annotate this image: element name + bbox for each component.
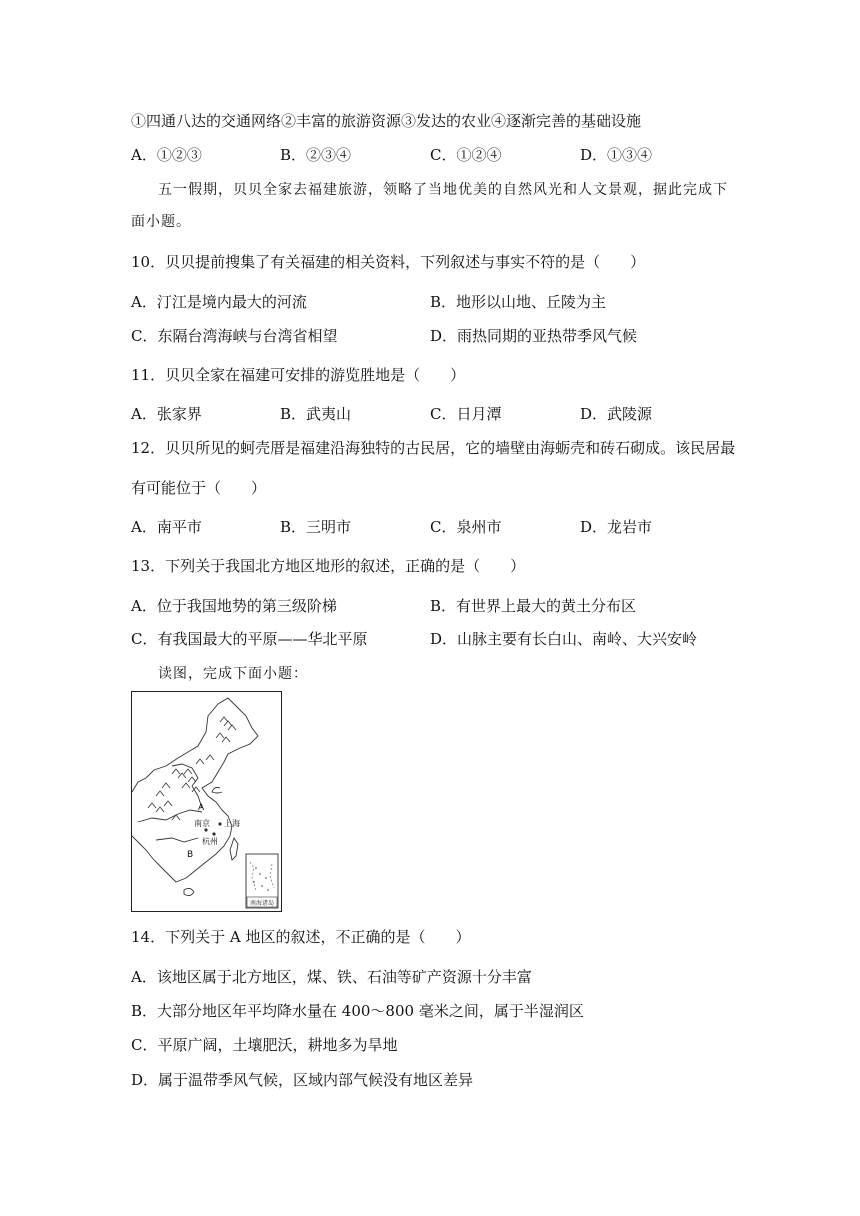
q13-stem: 13．下列关于我国北方地区地形的叙述，正确的是（ ） <box>131 557 526 575</box>
q9-option-d: D．①③④ <box>580 146 653 164</box>
q12-option-b: B．三明市 <box>280 518 352 536</box>
q11-option-b: B．武夷山 <box>280 405 352 423</box>
q13-option-a: A．位于我国地势的第三级阶梯 <box>131 597 337 615</box>
q10-option-a: A．汀江是境内最大的河流 <box>131 293 307 311</box>
shanghai-marker <box>218 822 221 825</box>
q11-option-d: D．武陵源 <box>580 405 653 423</box>
q14-option-c: C．平原广阔，土壤肥沃，耕地多为旱地 <box>131 1036 398 1054</box>
q13-option-b: B．有世界上最大的黄土分布区 <box>430 597 637 615</box>
intro-fujian-line-2: 面小题。 <box>131 214 191 230</box>
q9-option-a: A．①②③ <box>131 146 202 164</box>
q10-option-c: C．东隔台湾海峡与台湾省相望 <box>131 327 338 345</box>
q10-option-d: D．雨热同期的亚热带季风气候 <box>430 327 638 345</box>
region-b-label: B <box>187 850 194 860</box>
region-a-label: A <box>198 803 205 813</box>
city-shanghai-label: 上海 <box>224 819 240 828</box>
q9-option-b: B．②③④ <box>280 146 352 164</box>
q11-stem: 11．贝贝全家在福建可安排的游览胜地是（ ） <box>131 366 466 384</box>
nanjing-marker <box>204 828 207 831</box>
q13-option-c: C．有我国最大的平原——华北平原 <box>131 630 368 648</box>
intro-map: 读图，完成下面小题： <box>158 666 308 682</box>
q12-stem-line-1: 12．贝贝所见的蚵壳厝是福建沿海独特的古民居，它的墙壁由海蛎壳和砖石砌成。该民居最 <box>131 439 736 457</box>
q12-option-a: A．南平市 <box>131 518 202 536</box>
city-nanjing-label: 南京 <box>194 819 210 828</box>
q12-stem-line-2: 有可能位于（ ） <box>131 479 267 497</box>
q14-option-b: B．大部分地区年平均降水量在 400～800 毫米之间，属于半湿润区 <box>131 1002 584 1020</box>
q14-stem: 14．下列关于 A 地区的叙述，不正确的是（ ） <box>131 928 471 946</box>
china-map <box>131 691 282 912</box>
q12-option-c: C．泉州市 <box>430 518 502 536</box>
city-hangzhou-label: 杭州 <box>202 837 218 846</box>
top-line: ①四通八达的交通网络②丰富的旅游资源③发达的农业④逐渐完善的基础设施 <box>131 112 642 130</box>
intro-fujian-line-1: 五一假期，贝贝全家去福建旅游，领略了当地优美的自然风光和人文景观，据此完成下 <box>158 182 728 198</box>
q11-option-c: C．日月潭 <box>430 405 502 423</box>
hangzhou-marker <box>212 832 215 835</box>
q14-option-d: D．属于温带季风气候，区域内部气候没有地区差异 <box>131 1071 474 1089</box>
q10-stem: 10．贝贝提前搜集了有关福建的相关资料，下列叙述与事实不符的是（ ） <box>131 253 646 271</box>
q11-option-a: A．张家界 <box>131 405 202 423</box>
china-map-drawing <box>132 692 281 911</box>
q13-option-d: D．山脉主要有长白山、南岭、大兴安岭 <box>430 630 698 648</box>
inset-caption: 南海诸岛 <box>249 900 275 907</box>
q14-option-a: A．该地区属于北方地区，煤、铁、石油等矿产资源十分丰富 <box>131 968 532 986</box>
q9-option-c: C．①②④ <box>430 146 502 164</box>
q10-option-b: B．地形以山地、丘陵为主 <box>430 293 607 311</box>
q12-option-d: D．龙岩市 <box>580 518 653 536</box>
